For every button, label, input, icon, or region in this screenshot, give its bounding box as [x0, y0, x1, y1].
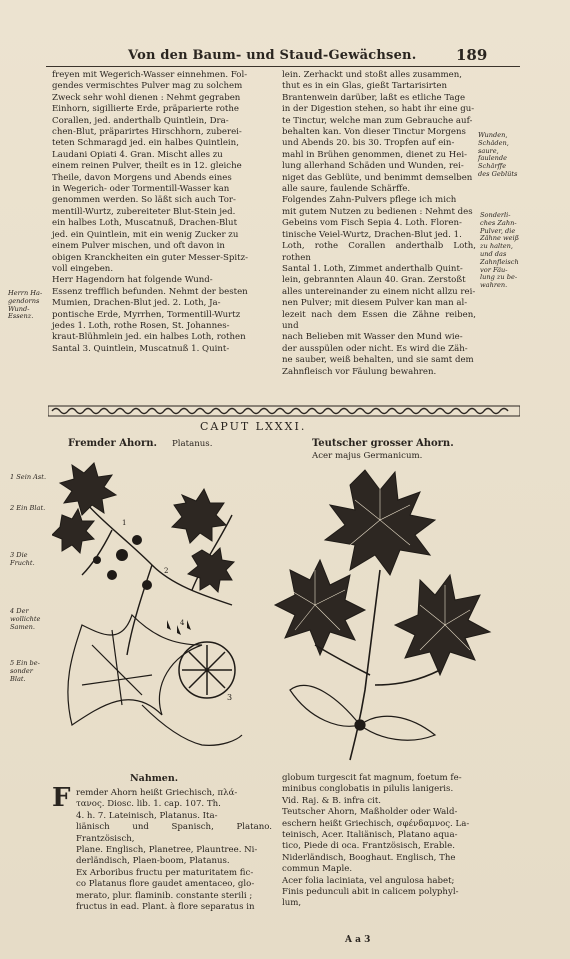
figure-label-4: 4 Der wollichte Samen.	[10, 607, 41, 631]
figure-label-2: 2 Ein Blat.	[10, 504, 46, 512]
acer-woodcut	[270, 460, 500, 770]
svg-text:4: 4	[180, 619, 185, 627]
text-column-bottom-left: remder Ahorn heißt Griechisch, πλά- τανος. Diosc. lib. 1. cap. 107. Th. 4. h. 7. Lateinisch, Platanus. Ita- liänisch und Spanisch, Platano. Frantzösisch, Plane. Englisch, Planetree, Plauntree. Ni- derländisch, Plaen-boom, Platanus. Ex Arboribus fructu per maturitatem fic- co Platanus flore gaudet amentaceo, glo- merato, plur. flaminib. constante sterili ; fructus in ead. Plant. à flore separatus in	[76, 788, 272, 913]
platanus-woodcut	[52, 455, 252, 765]
text-column-right: lein. Zerhackt und stoßt alles zusammen, thut es in ein Glas, gießt Tartarisirten Brantenwein darüber, laßt es etliche Tage in der Digestion stehen, so habt ihr eine gu- te Tinctur, welche man zum Gebrauche auf- behalten kan. Von dieser Tinctur Morgens und Abends 20. bis 30. Tropfen auf ein- mahl in Brühen genommen, dienet zu Hei- lung allerhand Schäden und Wunden, rei- niget das Geblüte, und benimmt demselben alle saure, faulende Schärffe. Folgendes Zahn-Pulvers pflege ich mich mit gutem Nutzen zu bedienen : Nehmt des Gebeins vom Fisch Sepia 4. Loth. Floren- tinische Veiel-Wurtz, Drachen-Blut jed. 1. Loth, rothe Corallen anderthalb Loth, rothen Santal 1. Loth, Zimmet anderthalb Quint- lein, gebrannten Alaun 40. Gran. Zerstoßt alles untereinander zu einem nicht allzu rei- nen Pulver; mit diesem Pulver kan man al- lezeit nach dem Essen die Zähne reiben, und nach Belieben mit Wasser den Mund wie- der ausspülen oder nicht. Es wird die Zäh- ne sauber, weiß behalten, und sie samt dem Zahnfleisch vor Fäulung bewahren.	[282, 70, 476, 377]
ornamental-band	[48, 405, 520, 417]
signature-mark: A a 3	[345, 935, 371, 945]
plant-left-title: Fremder Ahorn.	[68, 438, 157, 449]
section-heading-nahmen: Nahmen.	[130, 773, 179, 784]
figure-label-5: 5 Ein be- sonder Blat.	[10, 659, 40, 683]
svg-text:3: 3	[227, 693, 233, 702]
plant-right-title: Teutscher grosser Ahorn.	[312, 438, 454, 449]
figure-label-1: 1 Sein Ast.	[10, 473, 47, 481]
running-head: Von den Baum- und Staud-Gewächsen.	[128, 48, 417, 63]
drop-capital: F	[52, 783, 71, 813]
margin-note-right-1: Wunden, Schäden, saure, faulende Schärffe des Geblüts	[478, 131, 518, 178]
header-rule	[46, 66, 520, 67]
margin-note-right-2: Sonderli- ches Zahn- Pulver, die Zähne weiß zu halten, und das Zahnfleisch vor Fäu- lung zu be- wahren.	[480, 211, 520, 290]
page-number: 189	[456, 46, 488, 64]
figure-label-3: 3 Die Frucht.	[10, 551, 35, 567]
plant-right-latin: Acer majus Germanicum.	[312, 451, 423, 461]
text-column-bottom-right: globum turgescit fat magnum, foetum fe- minibus conglobatis in pilulis lanigeris. Vid. Raj. & B. infra cit. Teutscher Ahorn, Maßholder oder Wald- eschern heißt Griechisch, σφένδαμνος. La- teinisch, Acer. Italiänisch, Platano aqua- tico, Piede di oca. Frantzösisch, Erable. Niderländisch, Booghaut. Englisch, The commun Maple. Acer folia laciniata, vel angulosa habet; Finis pedunculi abit in calicem polyphyl- lum,	[282, 773, 470, 909]
svg-text:2: 2	[164, 567, 169, 575]
plant-left-latin: Platanus.	[172, 439, 213, 449]
chapter-heading: CAPUT LXXXI.	[200, 420, 307, 433]
svg-text:1: 1	[122, 519, 127, 527]
margin-note-left: Herrn Ha- gendorns Wund- Essenz.	[8, 289, 43, 321]
text-column-left: freyen mit Wegerich-Wasser einnehmen. Fol- gendes vermischtes Pulver mag zu solchem Zweck sehr wohl dienen : Nehmt gegraben Einhorn, sigillierte Erde, präparierte rothe Corallen, jed. anderthalb Quintlein, Dra- chen-Blut, präparirtes Hirschhorn, zuberei- teten Schmaragd jed. ein halbes Quintlein, Laudani Opiati 4. Gran. Mischt alles zu einem reinen Pulver, theilt es in 12. gleiche Theile, davon Morgens und Abends eines in Wegerich- oder Tormentill-Wasser kan genommen werden. So läßt sich auch Tor- mentill-Wurtz, zubereiteter Blut-Stein jed. ein halbes Loth, Muscatnuß, Drachen-Blut jed. ein Quintlein, mit ein wenig Zucker zu einem Pulver mischen, und oft davon in obigen Kranckheiten ein guter Messer-Spitz- voll eingeben. Herr Hagendorn hat folgende Wund- Essenz trefflich befunden. Nehmt der besten Mumien, Drachen-Blut jed. 2. Loth, Ja- pontische Erde, Myrrhen, Tormentill-Wurtz jedes 1. Loth, rothe Rosen, St. Johannes- kraut-Blühmlein jed. ein halbes Loth, rothen Santal 3. Quintlein, Muscatnuß 1. Quint-	[52, 70, 248, 354]
